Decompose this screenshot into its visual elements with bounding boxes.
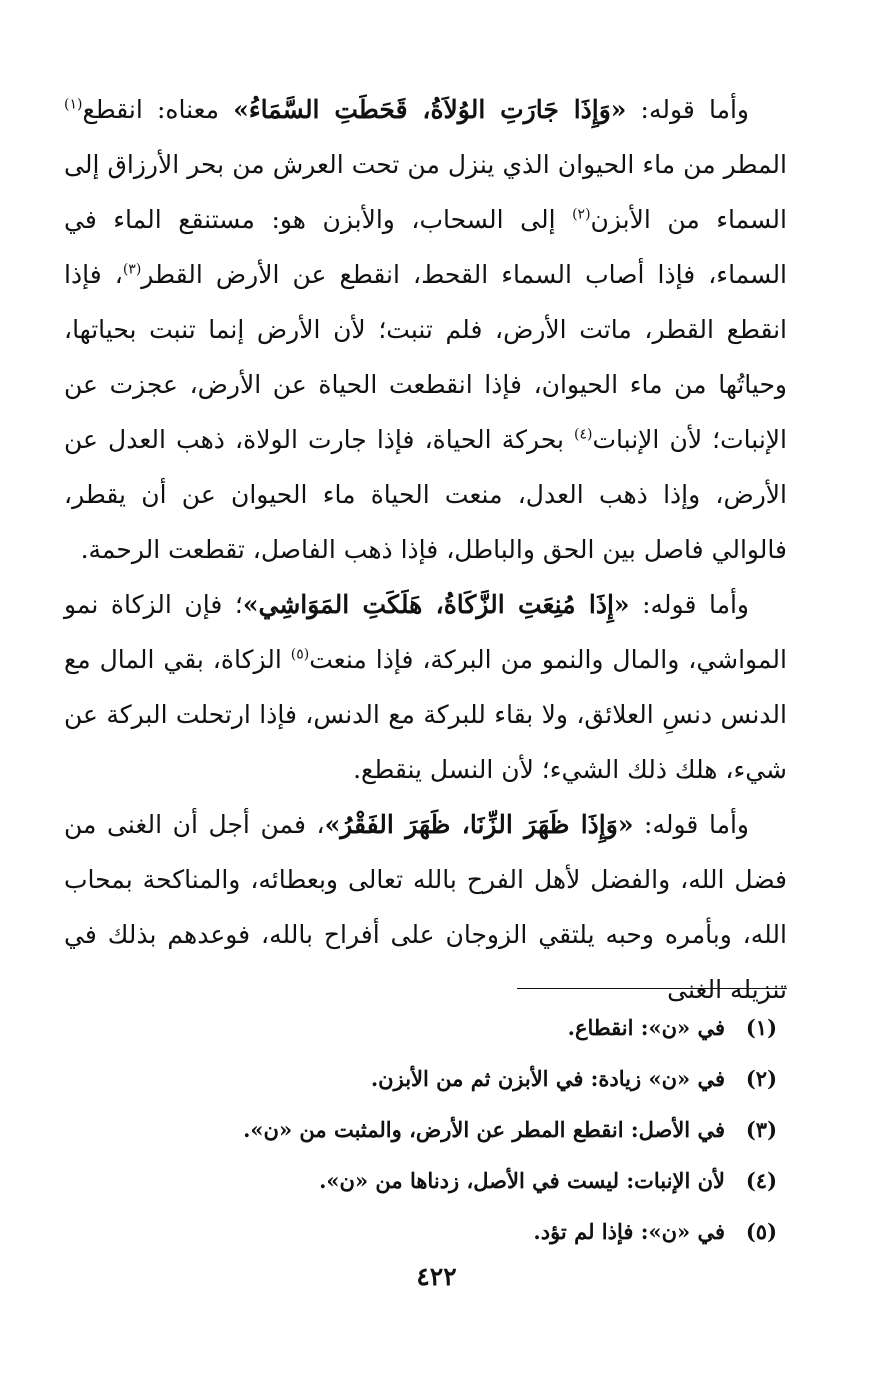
hadith-quote: «وَإِذَا جَارَتِ الوُلاَةُ، قَحَطَتِ السَّمَاءُ» [233,95,627,124]
footnote-item [80,1053,777,1104]
text-segment: وأما قوله: [629,590,750,619]
footnote-text: في الأصل: انقطع المطر عن الأرض، والمثبت من «ن». [243,1117,725,1142]
text-segment: ، فمن أجل أن الغنى من فضل الله، والفضل لأهل الفرح بالله تعالى وبعطائه، والمناكحة بمحاب الله، وبأمره وحبه يلتقي الزوجان على أفراح بالله، فوعدهم بذلك في تنزيله الغنى [64,810,787,1004]
text-segment: بحركة الحياة، فإذا جارت الولاة، ذهب العدل عن الأرض، وإذا ذهب العدل، منعت الحياة ماء الحيوان عن أن يقطر، فالوالي فاصل بين الحق والباطل، فإذا ذهب الفاصل، تقطعت الرحمة. [64,425,787,564]
text-segment: ؛ فإن الزكاة نمو المواشي، والمال والنمو من البركة، فإذا منعت [64,590,787,674]
text-segment: الزكاة، بقي المال مع الدنس دنسِ العلائق، ولا بقاء للبركة مع الدنس، فإذا ارتحلت البركة عن شيء، هلك ذلك الشيء؛ لأن النسل ينقطع. [64,645,787,784]
text-segment: المطر من ماء الحيوان الذي ينزل من تحت العرش من بحر الأرزاق إلى السماء من الأبزن [64,150,787,234]
footnote-ref[interactable]: (٢) [572,206,591,223]
text-segment: معناه: انقطع [82,95,234,124]
footnote-number: (٤) [745,1168,777,1193]
main-text [64,82,787,1017]
paragraph [64,82,787,577]
paragraph [64,577,787,797]
page-number: ٤٢٢ [416,1262,457,1291]
footnote-ref[interactable]: (٣) [122,261,142,278]
footnote-number: (١) [745,1015,777,1040]
footnote-text: في «ن»: انقطاع. [567,1015,725,1040]
footnote-text: في «ن»: فإذا لم تؤد. [533,1219,725,1244]
hadith-quote: «إِذَا مُنِعَتِ الزَّكَاةُ، هَلَكَتِ المَوَاشِي» [242,590,630,619]
footnote-ref[interactable]: (٥) [290,646,310,663]
text-segment: وأما قوله: [633,810,749,839]
footnote-item [80,1155,777,1206]
footnote-ref[interactable]: (١) [64,96,83,113]
text-segment: وأما قوله: [626,95,749,124]
text-segment: إلى السحاب، والأبزن هو: مستنقع الماء في السماء، فإذا أصاب السماء القحط، انقطع عن الأرض القطر [64,205,788,289]
footnote-number: (٥) [745,1219,777,1244]
footnote-item [80,1002,777,1053]
footnote-text: لأن الإنبات: ليست في الأصل، زدناها من «ن». [319,1168,725,1193]
footnote-text: في «ن» زيادة: في الأبزن ثم من الأبزن. [370,1066,725,1091]
footnote-number: (٢) [745,1066,777,1091]
footnotes-list [80,1002,777,1257]
paragraph [64,797,787,1017]
text-segment: ، فإذا انقطع القطر، ماتت الأرض، فلم تنبت؛ لأن الأرض إنما تنبت بحياتها، وحياتُها من ماء الحيوان، فإذا انقطعت الحياة عن الأرض، عجزت عن الإنبات؛ لأن الإنبات [64,260,787,454]
footnote-item [80,1104,777,1155]
footnote-divider [517,988,787,989]
hadith-quote: «وَإِذَا ظَهَرَ الزِّنَا، ظَهَرَ الفَقْرُ» [324,810,634,839]
footnote-ref[interactable]: (٤) [574,426,593,443]
footnote-item [80,1206,777,1257]
footnote-number: (٣) [745,1117,777,1142]
